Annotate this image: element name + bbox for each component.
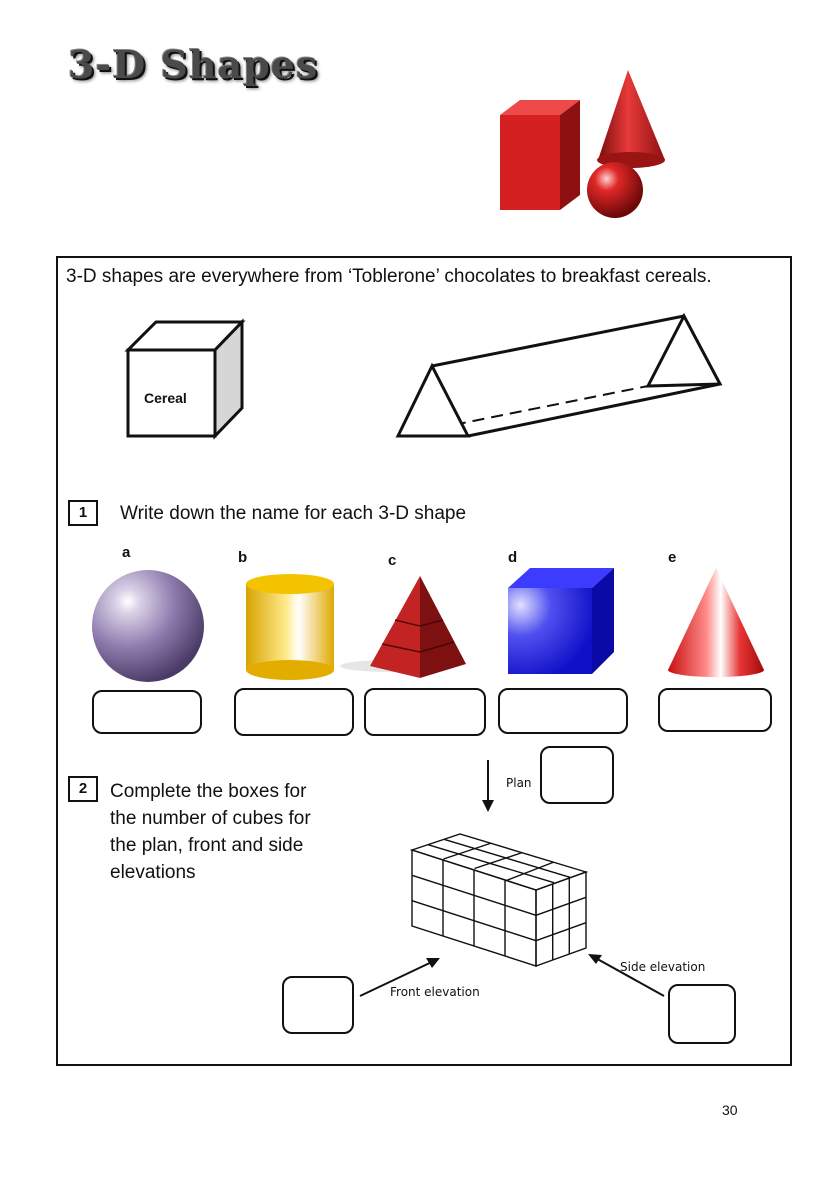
- shape-d-label: d: [508, 549, 518, 566]
- toblerone-prism-icon: [392, 310, 728, 444]
- front-elevation-answer-box[interactable]: [282, 976, 354, 1034]
- answer-box-d[interactable]: [498, 688, 628, 734]
- cube-stack-icon: [408, 832, 592, 968]
- shape-a-label: a: [122, 544, 131, 561]
- intro-text: 3-D shapes are everywhere from ‘Toblerone’ chocolates to breakfast cereals.: [66, 266, 712, 287]
- cereal-box-label: Cereal: [144, 390, 187, 406]
- question-2-line-2: the number of cubes for: [110, 808, 311, 829]
- front-elevation-label: Front elevation: [390, 985, 480, 999]
- sphere-icon: [90, 568, 206, 684]
- question-2-line-1: Complete the boxes for: [110, 781, 307, 802]
- pyramid-icon: [340, 574, 470, 682]
- cylinder-icon: [244, 572, 336, 682]
- question-1-number: 1: [68, 500, 98, 526]
- page-number: 30: [722, 1102, 738, 1118]
- cube-icon: [506, 566, 616, 676]
- answer-box-b[interactable]: [234, 688, 354, 736]
- answer-box-a[interactable]: [92, 690, 202, 734]
- hero-shapes-image: [490, 60, 690, 240]
- cone-icon: [666, 566, 766, 680]
- side-elevation-answer-box[interactable]: [668, 984, 736, 1044]
- plan-label: Plan: [506, 776, 532, 790]
- page-title: 3-D Shapes: [68, 42, 319, 87]
- question-2-line-4: elevations: [110, 862, 196, 883]
- question-1-prompt: Write down the name for each 3-D shape: [120, 503, 467, 524]
- answer-box-e[interactable]: [658, 688, 772, 732]
- side-elevation-arrow-icon: [584, 950, 668, 1000]
- cereal-box-icon: [120, 316, 250, 442]
- question-2-number: 2: [68, 776, 98, 802]
- shape-b-label: b: [238, 549, 248, 566]
- answer-box-c[interactable]: [364, 688, 486, 736]
- shape-e-label: e: [668, 549, 677, 566]
- question-2-line-3: the plan, front and side: [110, 835, 304, 856]
- side-elevation-label: Side elevation: [620, 960, 706, 974]
- question-2-prompt: [110, 778, 311, 886]
- plan-arrow-icon: [478, 758, 498, 814]
- plan-answer-box[interactable]: [540, 746, 614, 804]
- shape-c-label: c: [388, 552, 397, 569]
